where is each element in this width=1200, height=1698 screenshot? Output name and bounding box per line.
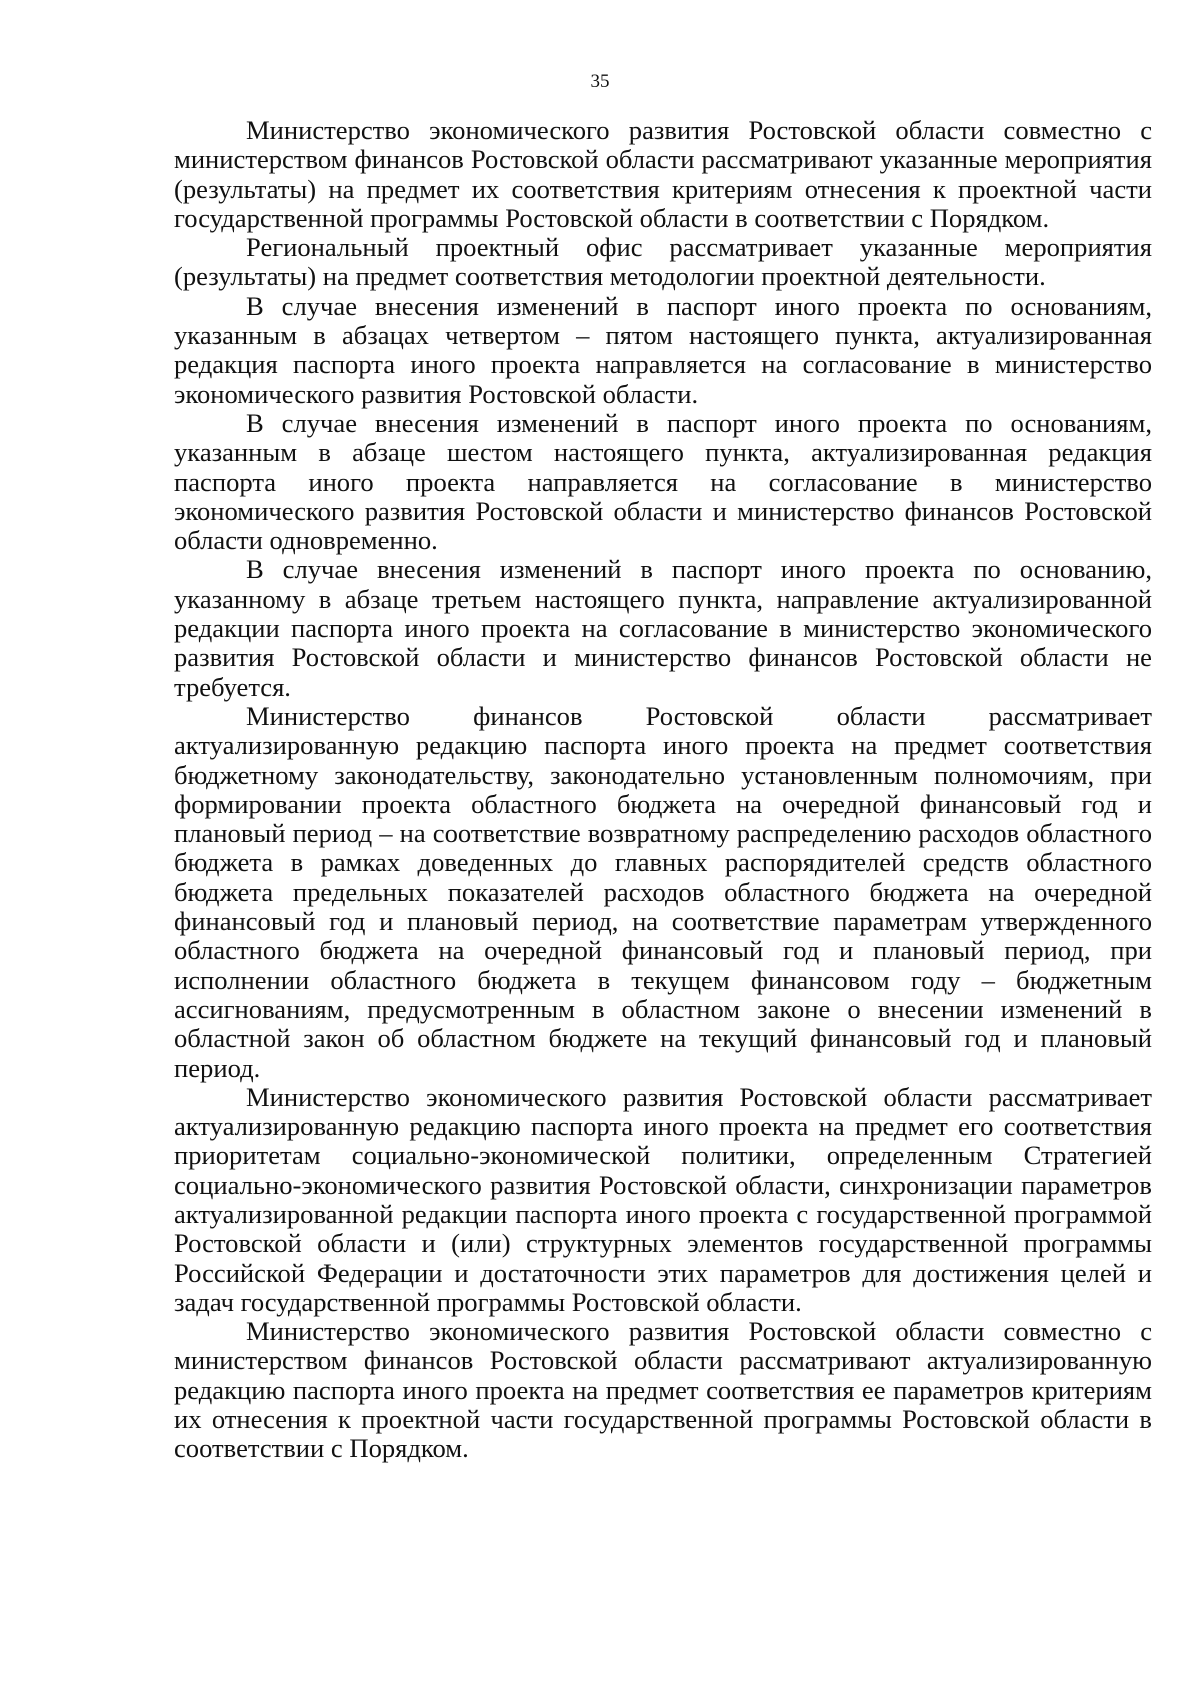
paragraph: В случае внесения изменений в паспорт иного проекта по основаниям, указанным в абзаце шестом настоящего пункта, актуализированная редакция паспорта иного проекта направляется на согласование в министерство экономического развития Ростовской области и министерство финансов Ростовской области одновременно. (174, 407, 1152, 556)
paragraph: Министерство экономического развития Ростовской области рассматривает актуализированную редакцию паспорта иного проекта на предмет его соответствия приоритетам социально-экономической политики, определенным Стратегией социально-экономического развития Ростовской области, синхронизации параметров актуализированной редакции паспорта иного проекта с государственной программой Ростовской области и (или) структурных элементов государственной программы Российской Федерации и достаточности этих параметров для достижения целей и задач государственной программы Ростовской области. (174, 1081, 1152, 1317)
paragraph: Министерство экономического развития Ростовской области совместно с министерством финансов Ростовской области рассматривают указанные мероприятия (результаты) на предмет их соответствия критериям отнесения к проектной части государственной программы Ростовской области в соответствии с Порядком. (174, 115, 1152, 233)
paragraph: Региональный проектный офис рассматривает указанные мероприятия (результаты) на предмет соответствия методологии проектной деятельности. (174, 232, 1152, 292)
paragraph: В случае внесения изменений в паспорт иного проекта по основаниям, указанным в абзацах четвертом – пятом настоящего пункта, актуализированная редакция паспорта иного проекта направляется на согласование в министерство экономического развития Ростовской области. (174, 290, 1152, 409)
paragraph: В случае внесения изменений в паспорт иного проекта по основанию, указанному в абзаце третьем настоящего пункта, направление актуализированной редакции паспорта иного проекта на согласование в министерство экономического развития Ростовской области и министерство финансов Ростовской области не требуется. (174, 554, 1152, 702)
page-number: 35 (590, 71, 610, 92)
paragraph: Министерство финансов Ростовской области рассматривает актуализированную редакцию паспорта иного проекта на предмет соответствия бюджетному законодательству, законодательно установленным полномочиям, при формировании проекта областного бюджета на очередной финансовый год и плановый период – на соответствие возвратному распределению расходов областного бюджета в рамках доведенных до главных распорядителей средств областного бюджета предельных показателей расходов областного бюджета на очередной финансовый год и плановый период, на соответствие параметрам утвержденного областного бюджета на очередной финансовый год и плановый период, при исполнении областного бюджета в текущем финансовом году – бюджетным ассигнованиям, предусмотренным в областном законе о внесении изменений в областной закон об областном бюджете на текущий финансовый год и плановый период. (174, 700, 1152, 1083)
paragraph: Министерство экономического развития Ростовской области совместно с министерством финансов Ростовской области рассматривают актуализированную редакцию паспорта иного проекта на предмет соответствия ее параметров критериям их отнесения к проектной части государственной программы Ростовской области в соответствии с Порядком. (174, 1316, 1152, 1464)
document-body (174, 116, 1152, 1464)
